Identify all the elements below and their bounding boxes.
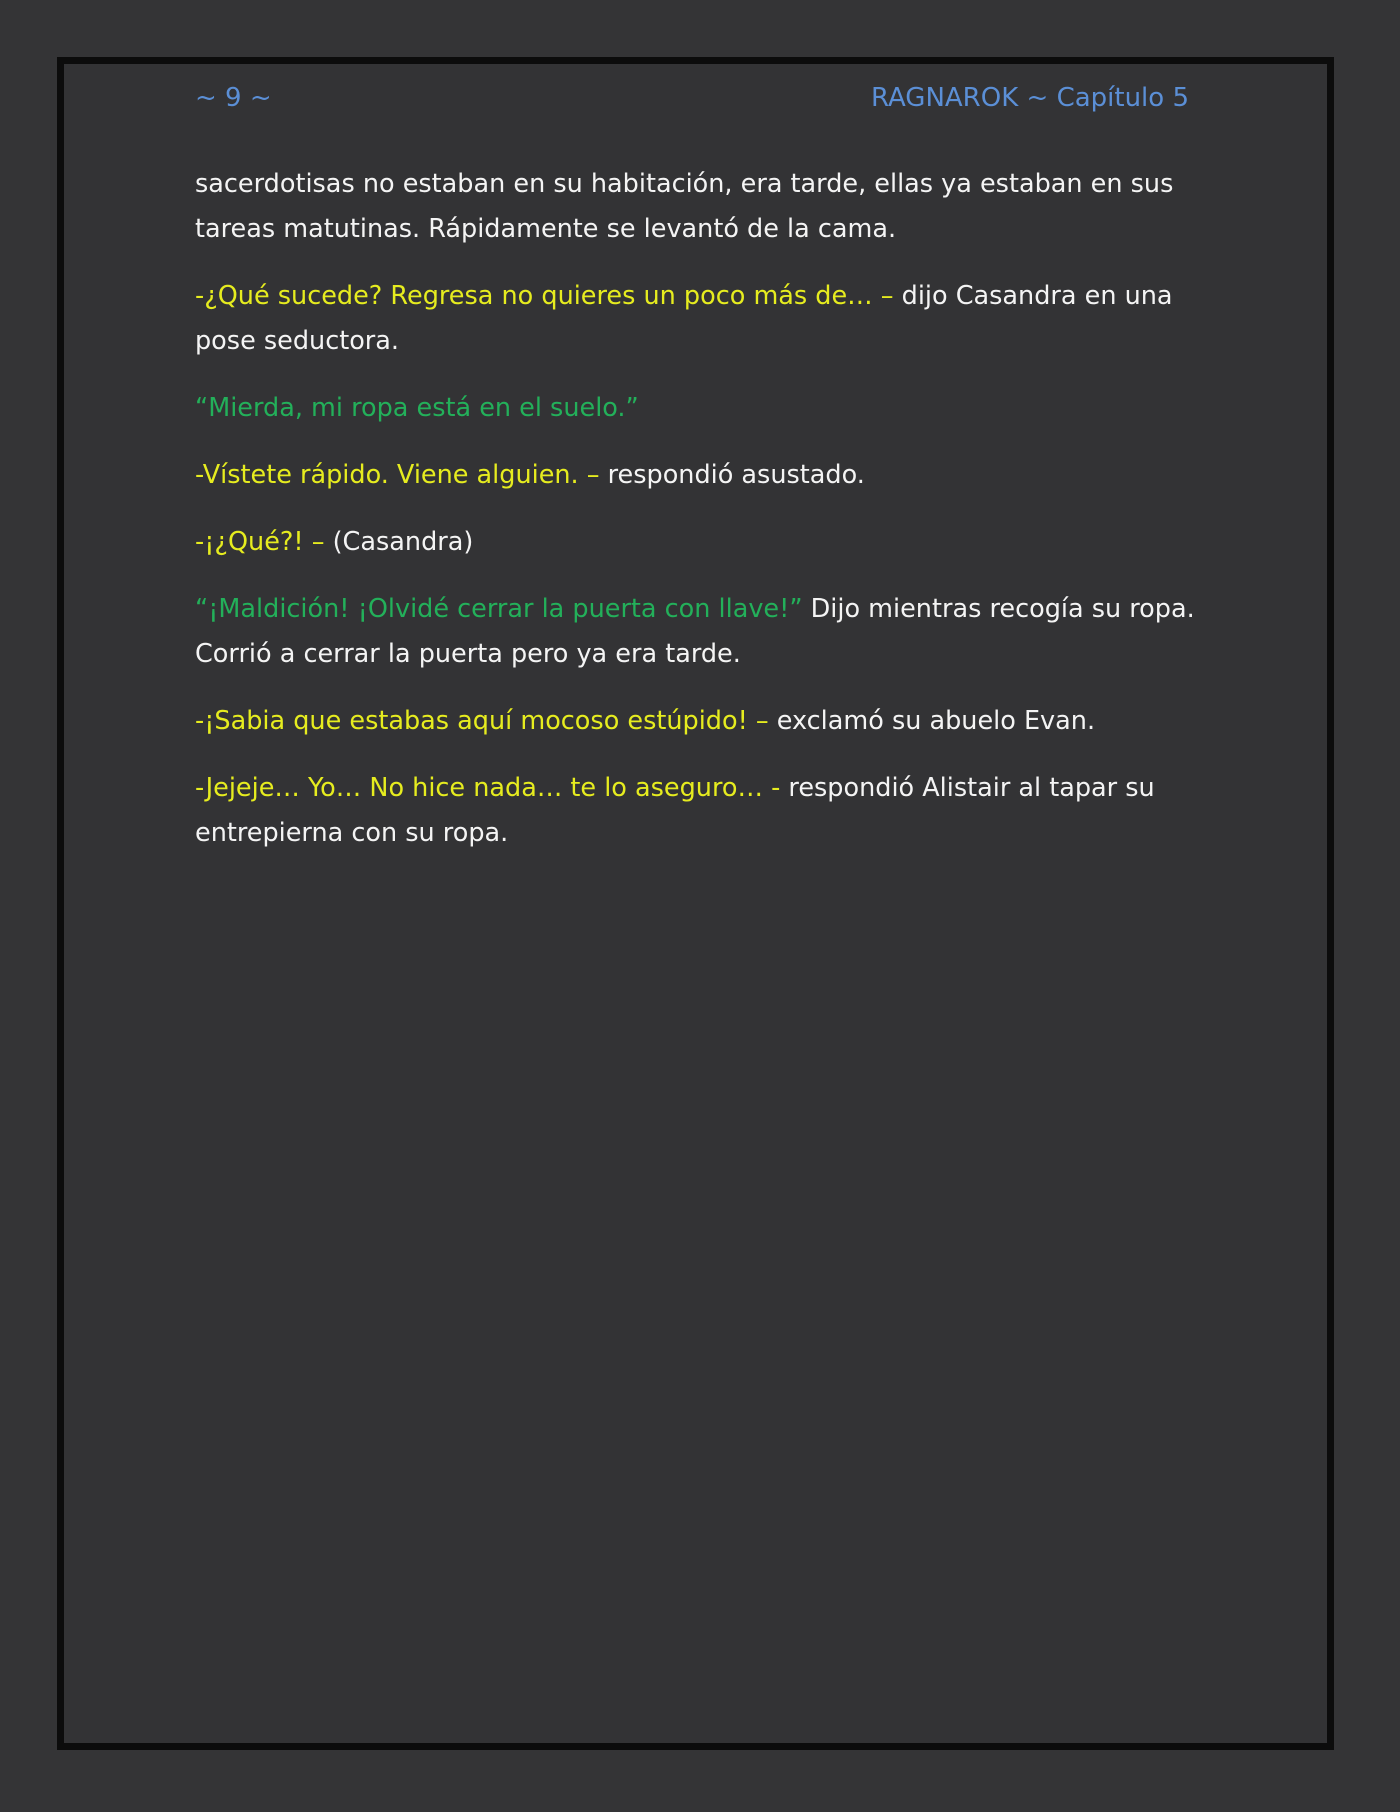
thought-text: “Mierda, mi ropa está en el suelo.” <box>195 393 639 423</box>
narration-text: Dijo mientras recogía su ropa. Corrió a cerrar la puerta pero ya era tarde. <box>195 594 1195 669</box>
narration-text: dijo Casandra en una pose seductora. <box>195 281 1173 356</box>
paragraph <box>195 520 1195 565</box>
narration-text: (Casandra) <box>332 527 474 557</box>
dialogue-text: -¡Sabia que estabas aquí mocoso estúpido! – <box>195 706 777 736</box>
narration-text: exclamó su abuelo Evan. <box>776 706 1096 736</box>
running-title: RAGNAROK ~ Capítulo 5 <box>870 83 1189 113</box>
dialogue-text: -Jejeje… Yo… No hice nada… te lo aseguro… - <box>195 773 789 803</box>
paragraph <box>195 162 1195 252</box>
body-text <box>195 162 1195 878</box>
paragraph <box>195 453 1195 498</box>
page-header <box>195 83 1189 123</box>
thought-text: “¡Maldición! ¡Olvidé cerrar la puerta con llave!” <box>195 594 811 624</box>
page-number: ~ 9 ~ <box>195 83 272 113</box>
paragraph <box>195 587 1195 677</box>
paragraph <box>195 274 1195 364</box>
dialogue-text: -Vístete rápido. Viene alguien. – <box>195 460 608 490</box>
paragraph <box>195 386 1195 431</box>
paragraph <box>195 699 1195 744</box>
narration-text: respondió Alistair al tapar su entrepierna con su ropa. <box>195 773 1155 848</box>
narration-text: sacerdotisas no estaban en su habitación, era tarde, ellas ya estaban en sus tareas matutinas. Rápidamente se levantó de la cama. <box>195 169 1174 244</box>
dialogue-text: -¡¿Qué?! – <box>195 527 333 557</box>
paragraph <box>195 766 1195 856</box>
dialogue-text: -¿Qué sucede? Regresa no quieres un poco más de… – <box>195 281 902 311</box>
narration-text: respondió asustado. <box>607 460 865 490</box>
